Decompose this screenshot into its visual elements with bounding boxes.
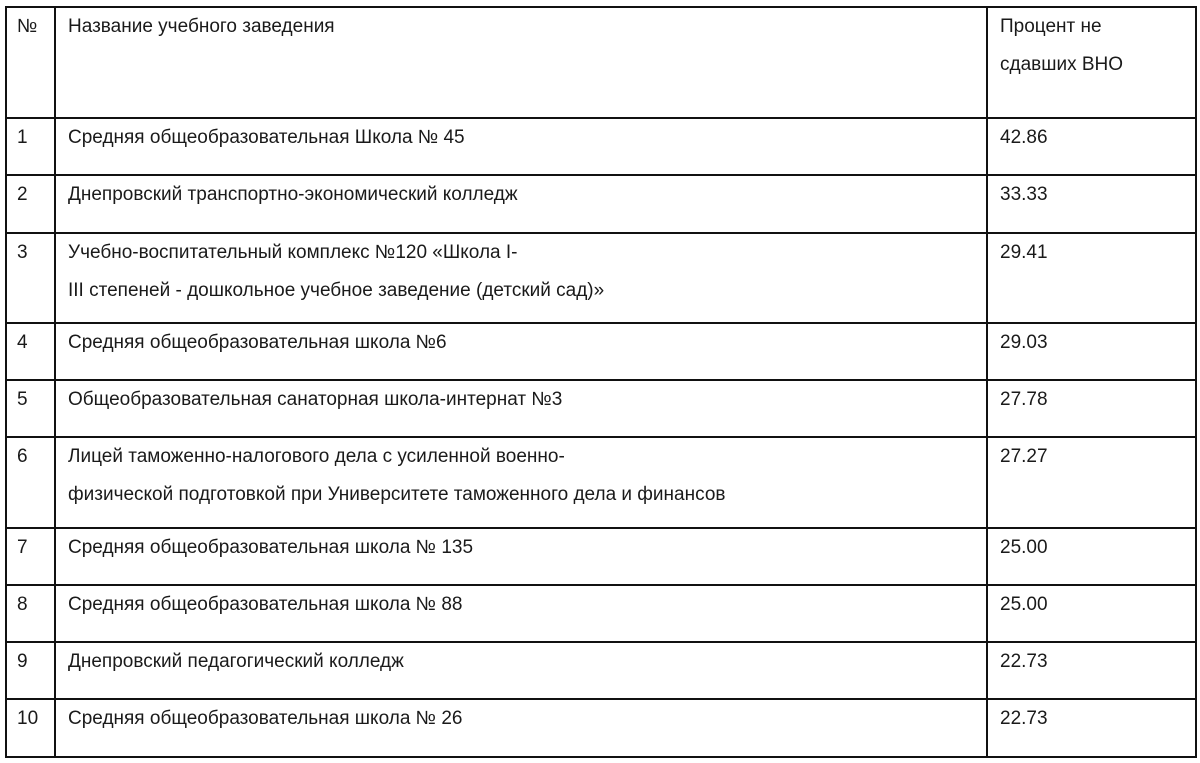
row-name: Средняя общеобразовательная Школа № 45	[55, 118, 987, 175]
row-percent: 33.33	[987, 175, 1196, 233]
row-name: Средняя общеобразовательная школа № 26	[55, 699, 987, 757]
row-name	[55, 437, 987, 528]
header-percent-line1: Процент не	[1000, 16, 1102, 37]
row-num: 10	[6, 699, 55, 757]
row-percent: 42.86	[987, 118, 1196, 175]
row-name-line2: III степеней - дошкольное учебное заведение (детский сад)»	[68, 280, 605, 301]
row-num: 2	[6, 175, 55, 233]
row-num: 4	[6, 323, 55, 380]
row-num: 3	[6, 233, 55, 323]
header-row	[6, 7, 1196, 118]
table-row	[6, 585, 1196, 642]
row-num: 1	[6, 118, 55, 175]
row-name: Средняя общеобразовательная школа №6	[55, 323, 987, 380]
row-name: Средняя общеобразовательная школа № 88	[55, 585, 987, 642]
row-percent: 29.41	[987, 233, 1196, 323]
row-num: 7	[6, 528, 55, 585]
row-name-line2: физической подготовкой при Университете таможенного дела и финансов	[68, 484, 726, 505]
row-num: 8	[6, 585, 55, 642]
row-name: Днепровский транспортно-экономический колледж	[55, 175, 987, 233]
table-row	[6, 323, 1196, 380]
row-percent: 27.27	[987, 437, 1196, 528]
row-percent: 25.00	[987, 585, 1196, 642]
table-row	[6, 175, 1196, 233]
row-percent: 25.00	[987, 528, 1196, 585]
table-row	[6, 642, 1196, 699]
row-num: 9	[6, 642, 55, 699]
table-row	[6, 528, 1196, 585]
table-row	[6, 118, 1196, 175]
row-name: Общеобразовательная санаторная школа-интернат №3	[55, 380, 987, 437]
row-num: 5	[6, 380, 55, 437]
row-percent: 22.73	[987, 642, 1196, 699]
table-row	[6, 380, 1196, 437]
table-row	[6, 437, 1196, 528]
header-percent	[987, 7, 1196, 118]
table-row	[6, 699, 1196, 757]
row-name-line1: Учебно-воспитательный комплекс №120 «Школа I-	[68, 242, 518, 263]
header-name: Название учебного заведения	[55, 7, 987, 118]
row-num: 6	[6, 437, 55, 528]
schools-table	[5, 6, 1197, 758]
row-name-line1: Лицей таможенно-налогового дела с усиленной военно-	[68, 446, 565, 467]
row-name	[55, 233, 987, 323]
row-name: Средняя общеобразовательная школа № 135	[55, 528, 987, 585]
row-percent: 29.03	[987, 323, 1196, 380]
row-percent: 27.78	[987, 380, 1196, 437]
table-row	[6, 233, 1196, 323]
row-name: Днепровский педагогический колледж	[55, 642, 987, 699]
row-percent: 22.73	[987, 699, 1196, 757]
header-num: №	[6, 7, 55, 118]
header-percent-line2: сдавших ВНО	[1000, 54, 1124, 75]
